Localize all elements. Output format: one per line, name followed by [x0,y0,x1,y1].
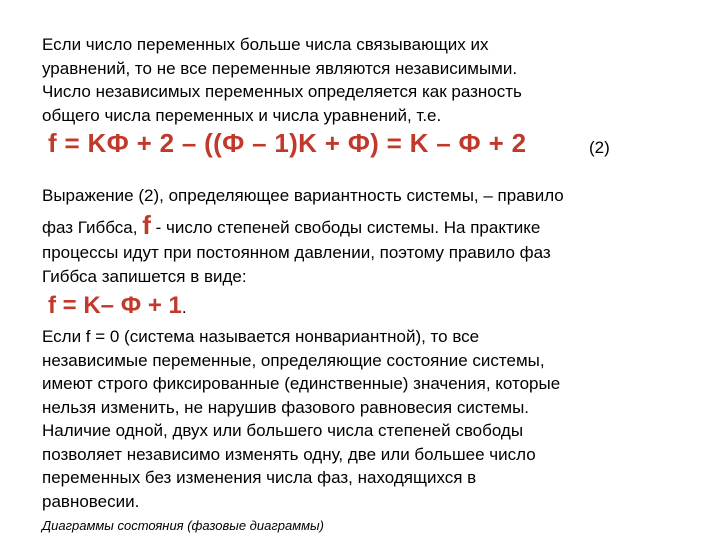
gibbs-line: Гиббса запишется в виде: [42,266,247,286]
formula-number: (2) [589,138,610,157]
conclusion-line: равновесии. [42,491,140,511]
conclusion-paragraph [42,325,682,513]
inline-f-symbol: f [142,209,151,240]
conclusion-line: переменных без изменения числа фаз, находящихся в [42,468,477,487]
gibbs-line: процессы идут при постоянном давлении, поэтому правило фаз [42,243,551,262]
conclusion-line: имеют строго фиксированные (единственные) значения, которые [42,374,561,393]
formula-gibbs-rule [48,292,187,320]
conclusion-line: Если f = 0 (система называется нонвариантной), то все [42,327,480,346]
gibbs-line-prefix: фаз Гиббса, [42,217,143,237]
intro-line: общего числа переменных и числа уравнений, т.е. [42,105,442,125]
gibbs-line-suffix: - число степеней свободы системы. На практике [150,217,541,237]
formula-period: . [181,298,187,317]
caption: Диаграммы состояния (фазовые диаграммы) [42,518,324,533]
conclusion-line: нельзя изменить, не нарушив фазового равновесия системы. [42,397,530,417]
intro-paragraph [42,33,682,127]
formula-gibbs-rule-text: f = K– Ф + 1 [48,292,182,319]
gibbs-line [42,209,682,240]
conclusion-line: позволяет независимо изменять одну, две или большее число [42,444,536,464]
formula-gibbs-derivation: f = KФ + 2 – ((Ф – 1)K + Ф) = K – Ф + 2 [48,128,527,158]
conclusion-line: Наличие одной, двух или большего числа степеней свободы [42,421,524,440]
intro-line: уравнений, то не все переменные являются независимыми. [42,58,518,78]
gibbs-paragraph [42,184,682,288]
intro-line: Если число переменных больше числа связывающих их [42,35,489,54]
intro-line: Число независимых переменных определяется как разность [42,82,522,101]
gibbs-line: Выражение (2), определяющее вариантность системы, – правило [42,186,564,205]
conclusion-line: независимые переменные, определяющие состояние системы, [42,350,545,370]
